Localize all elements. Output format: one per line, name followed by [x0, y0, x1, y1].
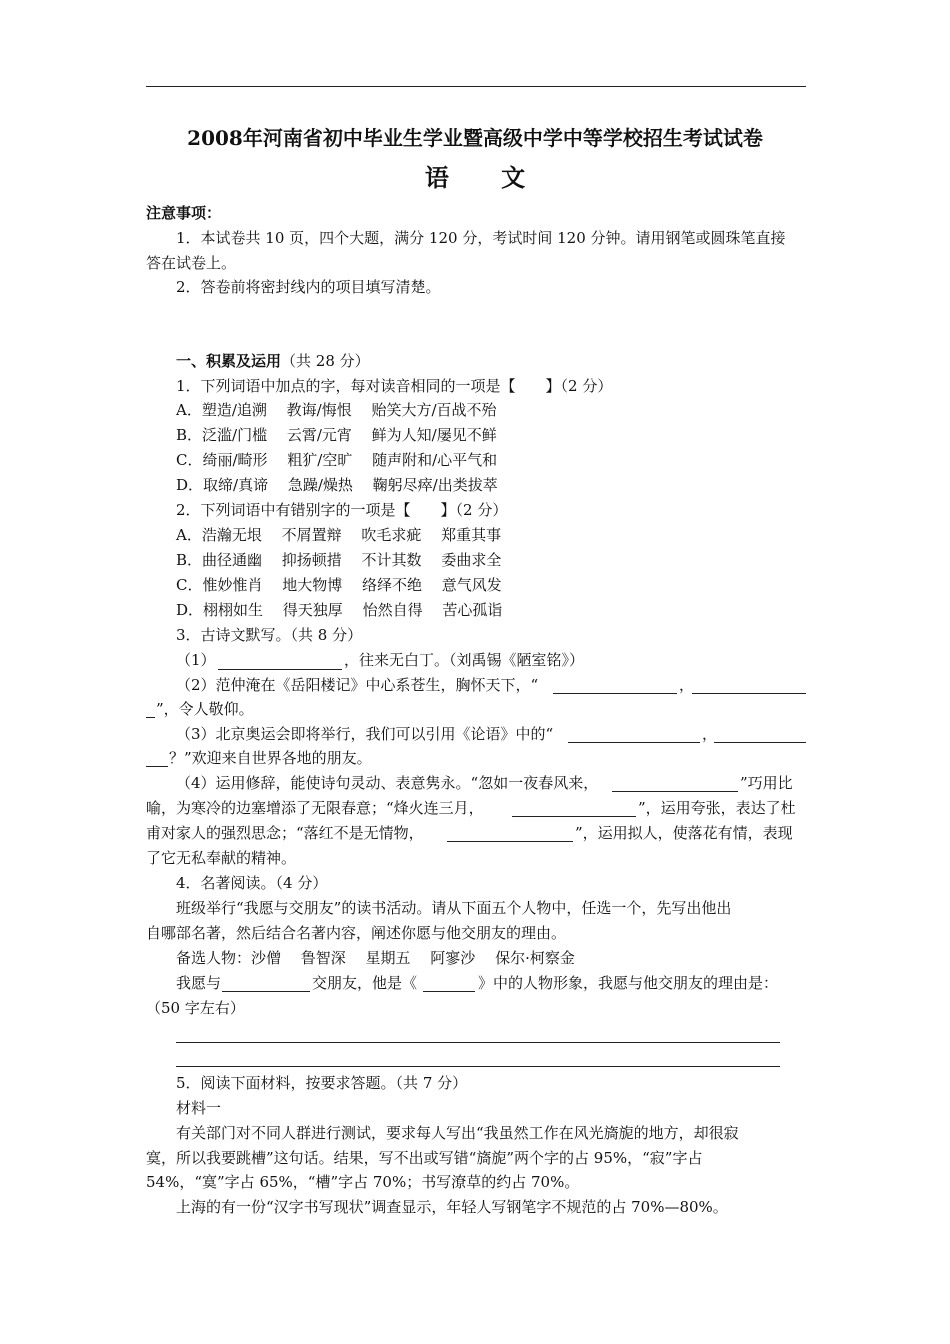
q3-part-3-text: （3）北京奥运会即将举行，我们可以引用《论语》中的“ [176, 725, 554, 743]
section-1-title: 一、积累及运用 [176, 352, 282, 370]
q1-option-d: D．取缔/真谛 急躁/燥热 鞠躬尽瘁/出类拔萃 [176, 476, 498, 494]
q2-option-a: A．浩瀚无垠 不屑置辩 吹毛求疵 郑重其事 [176, 526, 502, 544]
q3-part-4-line-1-end: ”巧用比 [740, 774, 793, 792]
q4-word-limit: （50 字左右） [146, 999, 245, 1017]
q3-part-2-text: （2）范仲淹在《岳阳楼记》中心系苍生，胸怀天下，“ [176, 676, 539, 694]
q4-person-blank[interactable] [222, 990, 310, 992]
q4-candidates: 备选人物：沙僧 鲁智深 星期五 阿寥沙 保尔·柯察金 [176, 949, 575, 967]
q5-material-1-label: 材料一 [176, 1099, 222, 1117]
q3-part-2-blank-2-cont[interactable] [146, 716, 155, 718]
q3-part-1-text: ，往来无白丁。（刘禹锡《陋室铭》） [344, 651, 585, 669]
q3-part-2-blank-1[interactable] [553, 692, 677, 694]
q3-part-2-comma: ， [679, 676, 695, 694]
notice-item-1-cont: 答在试卷上。 [146, 254, 237, 272]
q3-stem: 3．古诗文默写。（共 8 分） [176, 626, 363, 644]
header-rule [146, 86, 806, 87]
q4-stem: 4．名著阅读。（4 分） [176, 874, 328, 892]
q1-option-c: C．绮丽/畸形 粗犷/空旷 随声附和/心平气和 [176, 451, 498, 469]
q5-material-1-line-3: 54%，“寞”字占 65%，“槽”字占 70%；书写潦草的约占 70%。 [146, 1173, 580, 1191]
section-1-heading [176, 351, 370, 371]
q1-option-b: B．泛滥/门槛 云霄/元宵 鲜为人知/屡见不鲜 [176, 426, 497, 444]
q3-part-3-blank-1[interactable] [568, 741, 700, 743]
notice-item-2: 2．答卷前将密封线内的项目填写清楚。 [176, 278, 441, 296]
q4-text-line-1: 班级举行“我愿与交朋友”的读书活动。请从下面五个人物中，任选一个，先写出他出 [176, 899, 732, 917]
q3-part-2-end: ”，令人敬仰。 [156, 700, 254, 718]
exam-title: 2008年河南省初中毕业生学业暨高级中学中等学校招生考试试卷 [187, 126, 763, 150]
q2-option-c: C．惟妙惟肖 地大物博 络绎不绝 意气风发 [176, 576, 502, 594]
q3-part-3-blank-2-cont[interactable] [146, 765, 168, 767]
q5-stem: 5．阅读下面材料，按要求答题。（共 7 分） [176, 1074, 468, 1092]
q3-part-4-line-1: （4）运用修辞，能使诗句灵动、表意隽永。“忽如一夜春风来， [176, 774, 599, 792]
q3-part-4-blank-1[interactable] [612, 790, 738, 792]
q4-answer-prefix: 我愿与 [176, 974, 222, 992]
q3-part-4-line-2: 喻，为寒冷的边塞增添了无限春意；“烽火连三月， [146, 799, 484, 817]
q3-part-4-line-2-end: ”，运用夸张，表达了杜 [638, 799, 796, 817]
q3-part-2-blank-2[interactable] [692, 692, 806, 694]
q4-text-line-2: 自哪部名著，然后结合名著内容，阐述你愿与他交朋友的理由。 [146, 924, 567, 942]
q4-answer-line-2[interactable] [176, 1065, 780, 1067]
q5-material-1-line-2: 寞，所以我要跳槽”这句话。结果，写不出或写错“旖旎”两个字的占 95%，“寂”字占 [146, 1149, 703, 1167]
q4-answer-line-1[interactable] [176, 1041, 780, 1043]
q3-part-3-blank-2[interactable] [714, 741, 806, 743]
q3-part-4-line-4: 了它无私奉献的精神。 [146, 849, 297, 867]
notice-heading: 注意事项： [146, 204, 222, 222]
q5-material-1-line-1: 有关部门对不同人群进行测试，要求每人写出“我虽然工作在风光旖旎的地方，却很寂 [176, 1124, 739, 1142]
subject-title: 语 文 [424, 163, 548, 192]
q5-material-1-line-4: 上海的有一份“汉字书写现状”调查显示，年轻人写钢笔字不规范的占 70%—80%。 [176, 1198, 728, 1216]
q2-option-d: D．栩栩如生 得天独厚 怡然自得 苦心孤诣 [176, 601, 503, 619]
section-1-points: （共 28 分） [281, 352, 370, 370]
notice-item-1: 1．本试卷共 10 页，四个大题，满分 120 分，考试时间 120 分钟。请用钢笔或圆珠笔直接 [176, 229, 786, 247]
q4-book-blank[interactable] [423, 990, 475, 992]
q3-part-1-label: （1） [176, 651, 216, 669]
q1-option-a: A．塑造/追溯 教诲/悔恨 贻笑大方/百战不殆 [176, 401, 497, 419]
q3-part-4-line-3: 甫对家人的强烈思念；“落红不是无情物， [146, 824, 424, 842]
q4-answer-end: 》中的人物形象，我愿与他交朋友的理由是： [478, 974, 779, 992]
q3-part-4-blank-2[interactable] [512, 815, 636, 817]
q1-stem: 1．下列词语中加点的字，每对读音相同的一项是【 】（2 分） [176, 377, 613, 395]
q4-answer-mid: 交朋友，他是《 [312, 974, 418, 992]
q3-part-1-blank[interactable] [218, 668, 342, 670]
q3-part-4-line-3-end: ”，运用拟人，使落花有情，表现 [575, 824, 793, 842]
q3-part-3-end: ？”欢迎来自世界各地的朋友。 [169, 749, 372, 767]
q2-stem: 2．下列词语中有错别字的一项是【 】（2 分） [176, 501, 508, 519]
q3-part-3-comma: ， [702, 725, 718, 743]
q2-option-b: B．曲径通幽 抑扬顿措 不计其数 委曲求全 [176, 551, 502, 569]
q3-part-4-blank-3[interactable] [447, 840, 573, 842]
